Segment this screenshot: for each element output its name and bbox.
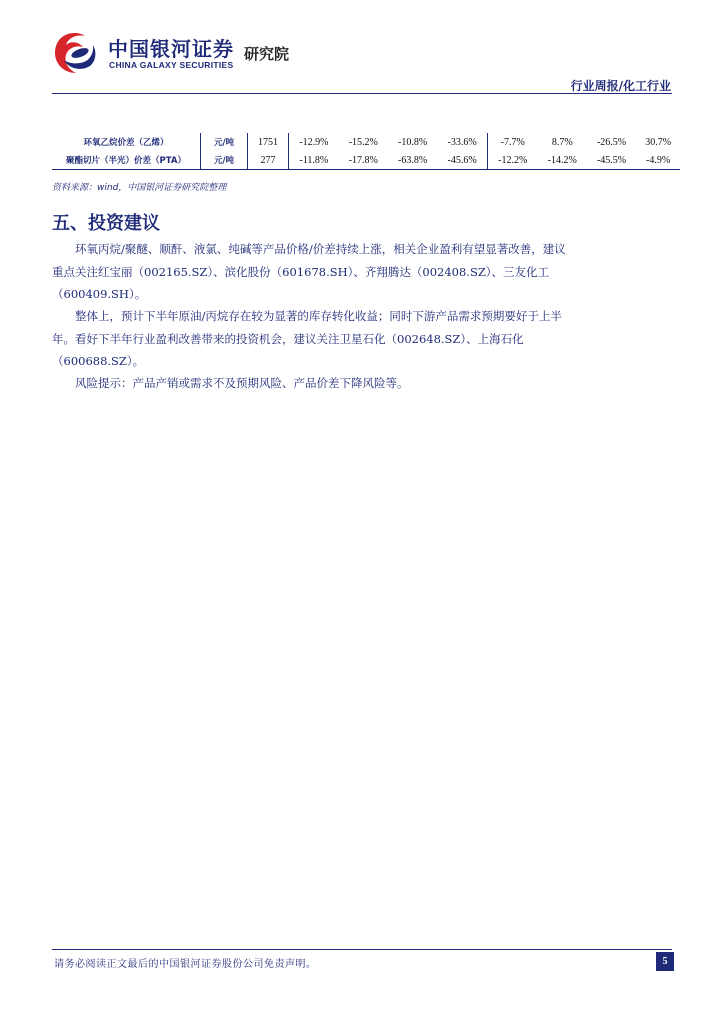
price-spread-table [52,133,680,170]
row-change: -7.7% [487,133,537,151]
paragraph: 整体上，预计下半年原油/丙烷存在较为显著的库存转化收益；同时下游产品需求预期要好于上半年。看好下半年行业盈利改善带来的投资机会，建议关注卫星石化（002648.SZ）、上海石化（600688.SZ）。 [52,309,562,368]
footer-divider [52,949,672,950]
risk-note: 风险提示：产品产销或需求不及预期风险、产品价差下降风险等。 [75,376,409,390]
row-change: -12.2% [487,151,537,170]
brand-name-cn: 中国银河证券 [108,37,234,61]
row-change: -17.8% [339,151,388,170]
paragraph: 环氧丙烷/聚醚、顺酐、液氯、纯碱等产品价格/价差持续上涨，相关企业盈利有望显著改善，建议重点关注红宝丽（002165.SZ）、滨化股份（601678.SH）、齐翔腾达（002408.SZ）、三友化工（600409.SH）。 [52,242,566,301]
row-price: 277 [248,151,289,170]
row-change: -45.5% [587,151,636,170]
row-name: 聚酯切片（半光）价差（PTA） [52,151,201,170]
row-change: -4.9% [636,151,680,170]
row-change: -10.8% [398,136,428,148]
row-change: -33.6% [447,136,477,148]
row-change: -12.9% [289,133,339,151]
row-change: -63.8% [388,151,437,170]
row-change: 8.7% [551,136,573,148]
row-change: 30.7% [645,136,672,148]
brand-name-en: CHINA GALAXY SECURITIES [109,60,234,70]
footer-disclaimer: 请务必阅读正文最后的中国银河证券股份公司免责声明。 [54,959,317,970]
table-source-note: 资料来源：wind，中国银河证券研究院整理 [52,183,227,193]
header-divider [52,93,672,94]
row-price: 1751 [248,133,289,151]
section-title: 五、投资建议 [52,213,160,234]
row-name: 环氧乙烷价差（乙烯） [83,138,169,148]
row-change: -45.6% [437,151,487,170]
galaxy-logo-icon [52,30,98,76]
table-row [52,151,680,170]
row-unit: 元/吨 [201,151,248,170]
page-number: 5 [656,952,674,971]
row-change: -14.2% [538,151,587,170]
row-change: -15.2% [348,136,378,148]
report-category: 行业周报/化工行业 [570,79,671,93]
row-change: -26.5% [596,136,627,148]
table-row [52,133,680,151]
row-change: -11.8% [289,151,339,170]
row-unit: 元/吨 [201,133,248,151]
institute-label: 研究院 [244,45,290,63]
